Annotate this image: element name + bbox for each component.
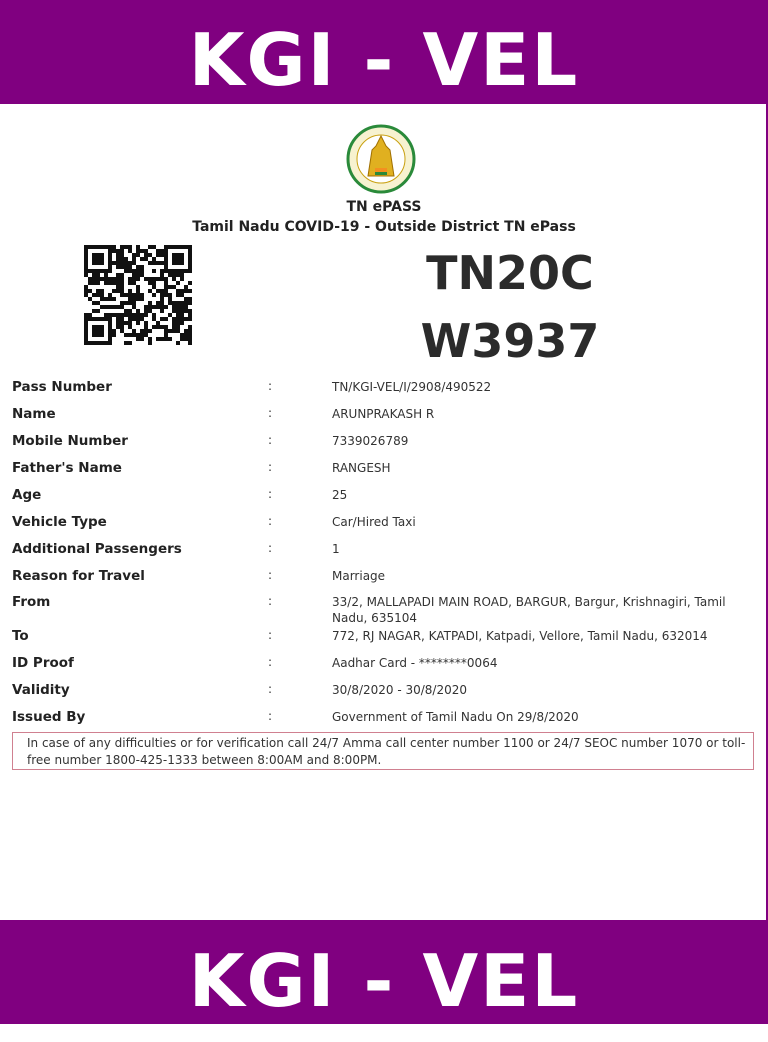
field-value: Government of Tamil Nadu On 29/8/2020 [332,710,579,724]
field-separator: : [268,655,273,669]
field-label: Issued By [12,709,86,725]
field-value: 30/8/2020 - 30/8/2020 [332,683,468,697]
field-label: Vehicle Type [12,514,107,530]
field-value: 25 [332,488,348,502]
bottom-banner: KGI - VEL [0,920,768,1024]
vehicle-number-line1: TN20C [426,246,594,300]
field-label: Additional Passengers [12,541,182,557]
field-label: Age [12,487,42,503]
field-value: ARUNPRAKASH R [332,407,435,421]
field-value: 7339026789 [332,434,409,448]
vehicle-number-line2: W3937 [420,314,600,368]
field-separator: : [268,460,273,474]
field-separator: : [268,379,273,393]
tamil-nadu-emblem-icon [346,124,416,194]
field-value: TN/KGI-VEL/I/2908/490522 [332,380,492,394]
helpline-note: In case of any difficulties or for verification call 24/7 Amma call center number 1100 or 24/7 SEOC number 1070 or toll-free number 1800-425-1333 between 8:00AM and 8:00PM. [12,732,754,770]
field-value: 1 [332,542,340,556]
field-label: ID Proof [12,655,74,671]
field-label: Reason for Travel [12,568,145,584]
field-label: Pass Number [12,379,112,395]
field-label: Name [12,406,56,422]
field-separator: : [268,594,273,608]
field-separator: : [268,568,273,582]
field-separator: : [268,487,273,501]
field-value: RANGESH [332,461,391,475]
field-separator: : [268,514,273,528]
field-value: Marriage [332,569,386,583]
field-separator: : [268,541,273,555]
top-banner: KGI - VEL [0,0,768,104]
field-label: From [12,594,51,610]
field-value: Aadhar Card - ********0064 [332,656,498,670]
field-value: 772, RJ NAGAR, KATPADI, Katpadi, Vellore, Tamil Nadu, 632014 [332,629,708,643]
field-separator: : [268,709,273,723]
field-separator: : [268,628,273,642]
field-label: Validity [12,682,70,698]
field-value: 33/2, MALLAPADI MAIN ROAD, BARGUR, Bargur, Krishnagiri, Tamil Nadu, 635104 [332,595,726,625]
field-label: Mobile Number [12,433,128,449]
pass-title: TN ePASS [346,199,422,215]
field-value: Car/Hired Taxi [332,515,416,529]
field-separator: : [268,682,273,696]
field-separator: : [268,406,273,420]
pass-subtitle: Tamil Nadu COVID-19 - Outside District TN ePass [192,219,576,235]
field-label: Father's Name [12,460,122,476]
field-separator: : [268,433,273,447]
qr-code [84,244,192,346]
field-label: To [12,628,29,644]
